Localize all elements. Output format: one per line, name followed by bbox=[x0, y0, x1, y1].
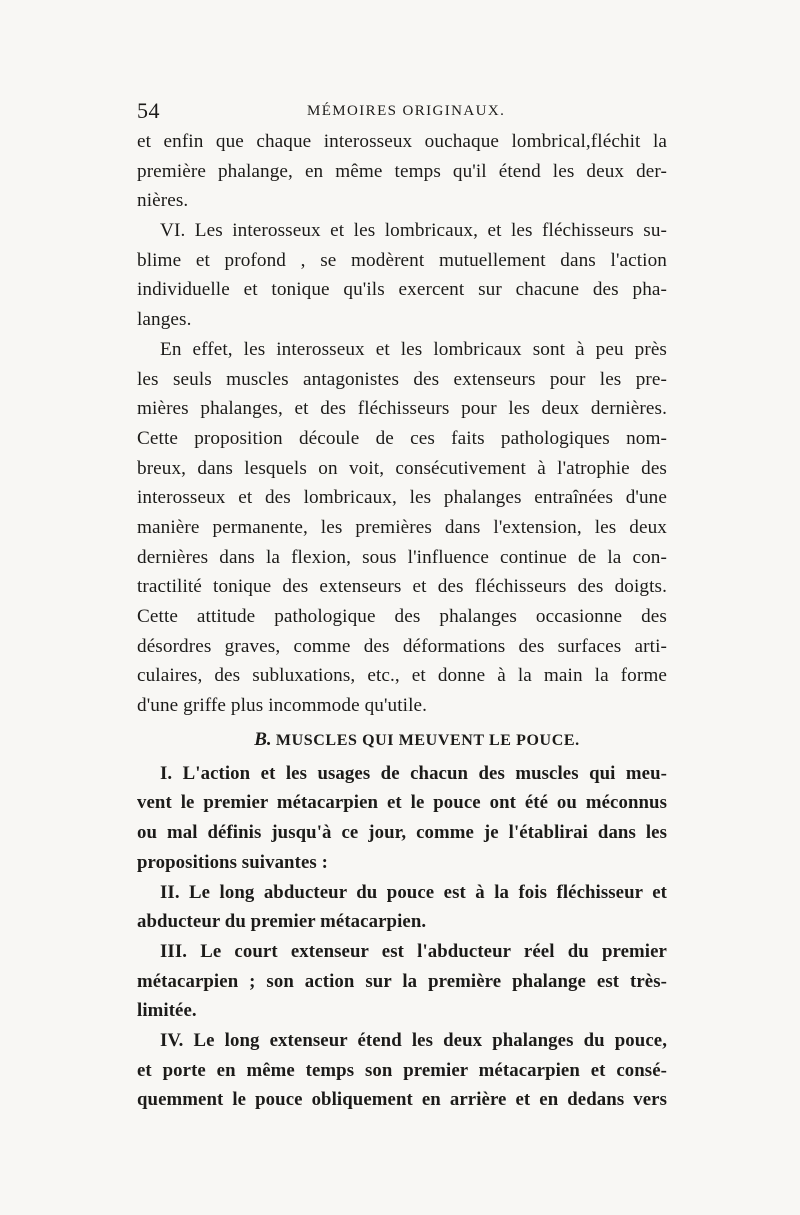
text-line: propositions suivantes : bbox=[137, 851, 328, 873]
text-line: métacarpien ; son action sur la première phalange est très- bbox=[137, 970, 667, 992]
text-line: blime et profond , se modèrent mutuellement dans l'action bbox=[137, 249, 667, 271]
text-line: Cette attitude pathologique des phalanges occasionne des bbox=[137, 606, 667, 627]
text-line: d'une griffe plus incommode qu'utile. bbox=[137, 695, 428, 717]
text-line: En effet, les interosseux et les lombricaux sont à peu près bbox=[160, 338, 667, 360]
text-line: III. Le court extenseur est l'abducteur réel du premier bbox=[160, 940, 667, 962]
proposition-iv bbox=[137, 1026, 667, 1115]
text-line: désordres graves, comme des déformations des surfaces arti- bbox=[137, 635, 667, 657]
text-line: culaires, des subluxations, etc., et donne à la main la forme bbox=[137, 665, 667, 687]
text-line: abducteur du premier métacarpien. bbox=[137, 911, 427, 933]
text-line: nières. bbox=[137, 190, 189, 212]
text-line: langes. bbox=[137, 309, 192, 331]
section-heading bbox=[137, 721, 667, 759]
text-line: individuelle et tonique qu'ils exercent sur chacune des pha- bbox=[137, 279, 667, 301]
text-line: première phalange, en même temps qu'il étend les deux der- bbox=[137, 160, 667, 182]
text-line: limitée. bbox=[137, 1000, 197, 1022]
paragraph-continuation bbox=[137, 127, 667, 216]
text-line: tractilité tonique des extenseurs et des fléchisseurs des doigts. bbox=[137, 576, 667, 598]
proposition-i bbox=[137, 759, 667, 878]
text-line: IV. Le long extenseur étend les deux phalanges du pouce, bbox=[160, 1029, 667, 1051]
text-line: mières phalanges, et des fléchisseurs pour les deux dernières. bbox=[137, 398, 667, 420]
running-head: MÉMOIRES ORIGINAUX. bbox=[307, 103, 506, 119]
proposition-iii bbox=[137, 937, 667, 1026]
text-line: interosseux et des lombricaux, les phalanges entraînées d'une bbox=[137, 487, 667, 509]
text-line: dernières dans la flexion, sous l'influence continue de la con- bbox=[137, 546, 667, 568]
text-line: I. L'action et les usages de chacun des muscles qui meu- bbox=[160, 762, 667, 784]
page-header bbox=[137, 96, 667, 126]
page-number: 54 bbox=[137, 98, 160, 123]
text-line: ou mal définis jusqu'à ce jour, comme je l'établirai dans les bbox=[137, 822, 667, 844]
proposition-ii bbox=[137, 878, 667, 937]
text-line: quemment le pouce obliquement en arrière et en dedans vers bbox=[137, 1089, 667, 1111]
page-body bbox=[137, 127, 667, 1115]
text-line: les seuls muscles antagonistes des extenseurs pour les pre- bbox=[137, 368, 667, 390]
text-line: Cette proposition découle de ces faits pathologiques nom- bbox=[137, 427, 667, 449]
text-line: II. Le long abducteur du pouce est à la fois fléchisseur et bbox=[160, 881, 667, 903]
text-line: VI. Les interosseux et les lombricaux, et les fléchisseurs su- bbox=[160, 220, 667, 242]
section-letter: B. bbox=[254, 728, 272, 750]
section-title: MUSCLES QUI MEUVENT LE POUCE. bbox=[275, 731, 580, 749]
text-line: manière permanente, les premières dans l'extension, les deux bbox=[137, 516, 667, 538]
explanation-paragraph bbox=[137, 335, 667, 721]
text-line: et enfin que chaque interosseux ouchaque lombrical,fléchit la bbox=[137, 131, 667, 152]
text-line: vent le premier métacarpien et le pouce ont été ou méconnus bbox=[137, 792, 667, 814]
text-line: et porte en même temps son premier métacarpien et consé- bbox=[137, 1059, 667, 1081]
proposition-vi bbox=[137, 216, 667, 335]
text-line: breux, dans lesquels on voit, consécutivement à l'atrophie des bbox=[137, 457, 667, 479]
